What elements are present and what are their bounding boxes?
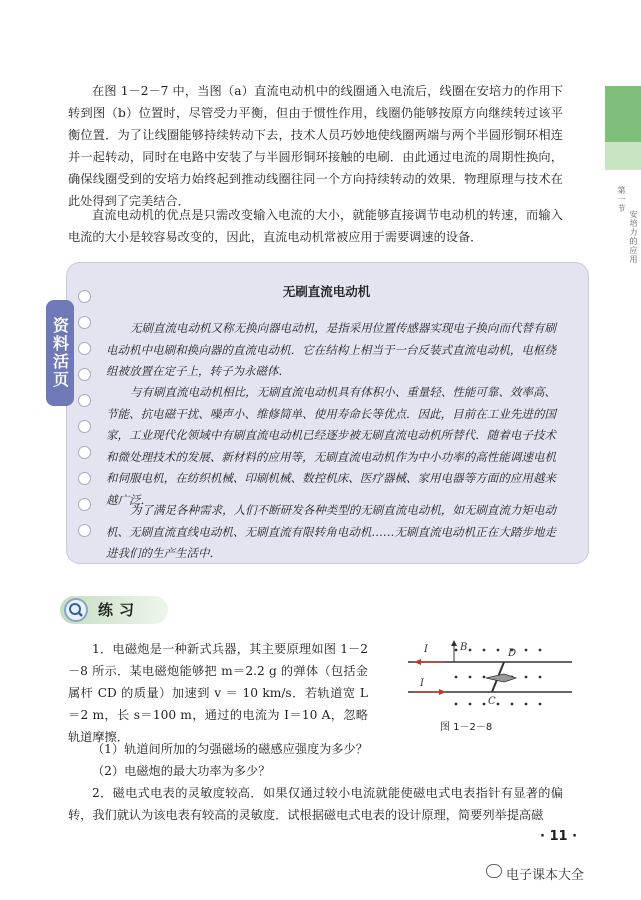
intro-paragraph-2: 直流电动机的优点是只需改变输入电流的大小，就能够直接调节电动机的转速，而输入电流的大小是较容易改变的，因此，直流电动机常被应用于需要调速的设备． [68, 208, 563, 244]
figure-label-current-bottom: I [420, 678, 424, 689]
notebook-rings [78, 290, 98, 530]
ring-icon [78, 524, 91, 537]
figure-label-b: B [460, 642, 468, 653]
page-number: · 11 · [540, 829, 578, 844]
info-paragraph-1: 无刷直流电动机又称无换向器电动机，是指采用位置传感器实现电子换向而代替有刷电动机中电刷和换向器的直流电动机．它在结构上相当于一台反装式直流电动机，电枢绕组被放置在定子上，转子为永磁体． [106, 321, 556, 378]
ring-icon [78, 498, 91, 511]
question-1-part-2: （2）电磁炮的最大功率为多少？ [92, 764, 271, 778]
exercise-header [60, 596, 168, 624]
ring-icon [78, 420, 91, 433]
figure-label-d: D [508, 648, 517, 659]
chapter-tab-strip [605, 142, 641, 170]
ring-icon [78, 316, 91, 329]
magnifier-icon-svg [66, 600, 86, 620]
side-section-label: 第一节 [617, 186, 626, 213]
question-2: 2．磁电式电表的灵敏度较高．如果仅通过较小电流就能使磁电式电表指针有显著的偏转，我们就认为该电表有较高的灵敏度．试根据磁电式电表的设计原理，简要列举提高磁 [68, 786, 563, 822]
magnifier-icon [64, 598, 88, 622]
watermark-text: 电子课本大全 [506, 868, 585, 883]
chapter-tab [605, 86, 641, 142]
ring-icon [78, 472, 91, 485]
info-box-label: 资料活页 [46, 300, 74, 406]
ring-icon [78, 446, 91, 459]
ring-icon [78, 368, 91, 381]
figure-label-current-top: I [424, 644, 428, 655]
question-1-part-1: （1）轨道间所加的匀强磁场的磁感应强度为多少？ [92, 742, 368, 756]
railgun-figure [404, 640, 576, 712]
side-title-label: 安培力的应用 [629, 210, 638, 264]
figure-label-c: C [488, 696, 496, 707]
info-box-title: 无刷直流电动机 [282, 284, 371, 299]
wechat-icon [486, 864, 502, 878]
figure-caption: 图 1－2－8 [440, 722, 493, 733]
ring-icon [78, 342, 91, 355]
exercise-title: 练习 [98, 601, 141, 619]
intro-paragraph-1: 在图 1－2－7 中，当图（a）直流电动机中的线圈通入电流后，线圈在安培力的作用下转到图（b）位置时，尽管受力平衡，但由于惯性作用，线圈仍能够按原方向继续转过该平衡位置．为了让线圈能够持续转动下去，技术人员巧妙地使线圈两端与两个半圆形铜环相连并一起转动，同时在电路中安装了与半圆形铜环接触的电刷．由此通过电流的周期性换向，确保线圈受到的安培力始终起到推动线圈往同一个方向持续转动的效果．物理原理与技术在此处得到了完美结合． [68, 84, 563, 208]
ring-icon [78, 394, 91, 407]
question-1: 1．电磁炮是一种新式兵器，其主要原理如图 1－2－8 所示．某电磁炮能够把 m＝2.2 g 的弹体（包括金属杆 CD 的质量）加速到 v ＝ 10 km/s．若轨道宽 L＝2 m，长 s＝100 m，通过的电流为 I＝10 A，忽略轨道摩擦． [68, 642, 368, 744]
info-paragraph-2: 与有刷直流电动机相比，无刷直流电动机具有体积小、重量轻、性能可靠、效率高、节能、抗电磁干扰、噪声小、维修简单、使用寿命长等优点．因此，目前在工业先进的国家，工业现代化领域中有刷直流电动机已经逐步被无刷直流电动机所替代．随着电子技术和微处理技术的发展、新材料的应用等，无刷直流电动机作为中小功率的高性能调速电机和伺服电机，在纺织机械、印刷机械、数控机床、医疗器械、家用电器等方面的应用越来越广泛． [106, 385, 556, 507]
info-paragraph-3: 为了满足各种需求，人们不断研发各种类型的无刷直流电动机，如无刷直流力矩电动机、无刷直流直线电动机、无刷直流有限转角电动机……无刷直流电动机正在大踏步地走进我们的生产生活中． [106, 503, 556, 560]
